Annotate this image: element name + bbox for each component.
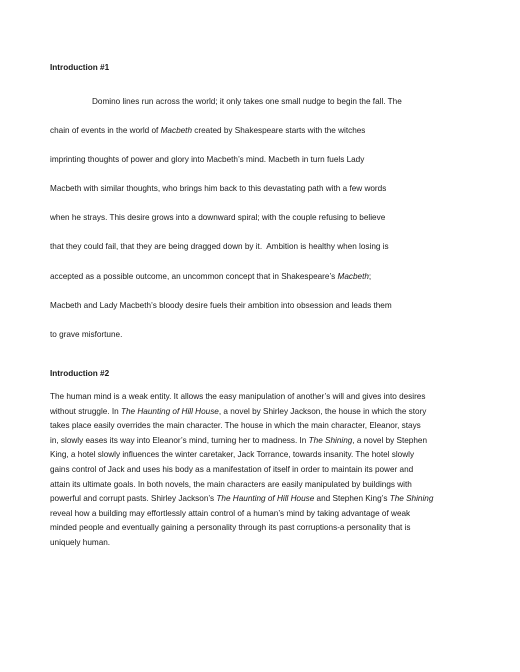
text-segment: Domino lines run across the world; it only takes one small nudge to begin the fall. The <box>92 97 402 106</box>
text-line <box>50 328 475 357</box>
text-segment: The human mind is a weak entity. It allows the easy manipulation of another’s will and gives into desires <box>50 392 426 401</box>
paragraph-intro-2 <box>50 391 475 552</box>
text-segment: to grave misfortune. <box>50 329 123 339</box>
text-line <box>50 95 475 124</box>
text-line <box>50 522 475 537</box>
text-segment: imprinting thoughts of power and glory into Macbeth’s mind. Macbeth in turn fuels Lady <box>50 155 365 165</box>
text-segment: , a novel by Stephen <box>352 435 427 445</box>
text-segment: chain of events in the world of <box>50 126 161 136</box>
text-segment: attain its ultimate goals. In both novels, the main characters are easily manipulated by buildings with <box>50 479 412 489</box>
text-line <box>50 479 475 494</box>
italic-title: Macbeth <box>160 126 193 136</box>
text-line <box>50 153 475 182</box>
text-segment: reveal how a building may effortlessly attain control of a human’s mind by taking advantage of weak <box>50 508 411 518</box>
text-segment: without struggle. In <box>50 406 121 416</box>
italic-title: The Shining <box>389 494 434 504</box>
text-segment: ; <box>368 271 372 281</box>
text-segment: that they could fail, that they are being dragged down by it. Ambition is healthy when losing is <box>50 242 389 252</box>
italic-title: The Shining <box>308 435 353 445</box>
text-segment: Macbeth with similar thoughts, who brings him back to this devastating path with a few words <box>50 184 387 194</box>
italic-title: The Haunting of Hill House <box>216 494 315 504</box>
text-line <box>50 435 475 450</box>
text-segment: accepted as a possible outcome, an uncommon concept that in Shakespeare’s <box>50 271 338 281</box>
text-line <box>50 182 475 211</box>
text-segment: minded people and eventually gaining a personality through its past corruptions-a personality that is <box>50 523 411 533</box>
text-segment: created by Shakespeare starts with the witches <box>192 126 366 136</box>
text-line <box>50 464 475 479</box>
text-line <box>50 493 475 508</box>
paragraph-intro-1 <box>50 95 475 357</box>
text-segment: King, a hotel slowly influences the winter caretaker, Jack Torrance, towards insanity. The hotel slowly <box>50 450 415 460</box>
text-segment: in, slowly eases its way into Eleanor’s mind, turning her to madness. In <box>50 435 309 445</box>
text-line <box>50 449 475 464</box>
section-heading-1: Introduction #1 <box>50 63 110 72</box>
text-line <box>50 508 475 523</box>
text-segment: when he strays. This desire grows into a downward spiral; with the couple refusing to believe <box>50 213 386 223</box>
text-line <box>50 211 475 240</box>
text-line <box>50 406 475 421</box>
text-line <box>50 391 475 406</box>
italic-title: The Haunting of Hill House <box>121 406 219 416</box>
section-heading-2: Introduction #2 <box>50 369 110 378</box>
text-segment: , a novel by Shirley Jackson, the house in which the story <box>218 406 427 416</box>
text-line <box>50 240 475 269</box>
text-line <box>50 537 475 552</box>
text-line <box>50 270 475 299</box>
text-segment: uniquely human. <box>50 537 111 547</box>
italic-title: Macbeth <box>337 271 369 281</box>
text-segment: Macbeth and Lady Macbeth’s bloody desire fuels their ambition into obsession and leads them <box>50 300 392 310</box>
text-line <box>50 299 475 328</box>
text-segment: gains control of Jack and uses his body as a manifestation of itself in order to maintain its power and <box>50 464 414 474</box>
text-segment: powerful and corrupt pasts. Shirley Jackson’s <box>50 494 217 504</box>
text-line <box>50 124 475 153</box>
text-segment: takes place easily overrides the main character. The house in which the main character, Eleanor, stays <box>50 421 421 431</box>
text-segment: and Stephen King’s <box>314 494 390 504</box>
text-line <box>50 420 475 435</box>
